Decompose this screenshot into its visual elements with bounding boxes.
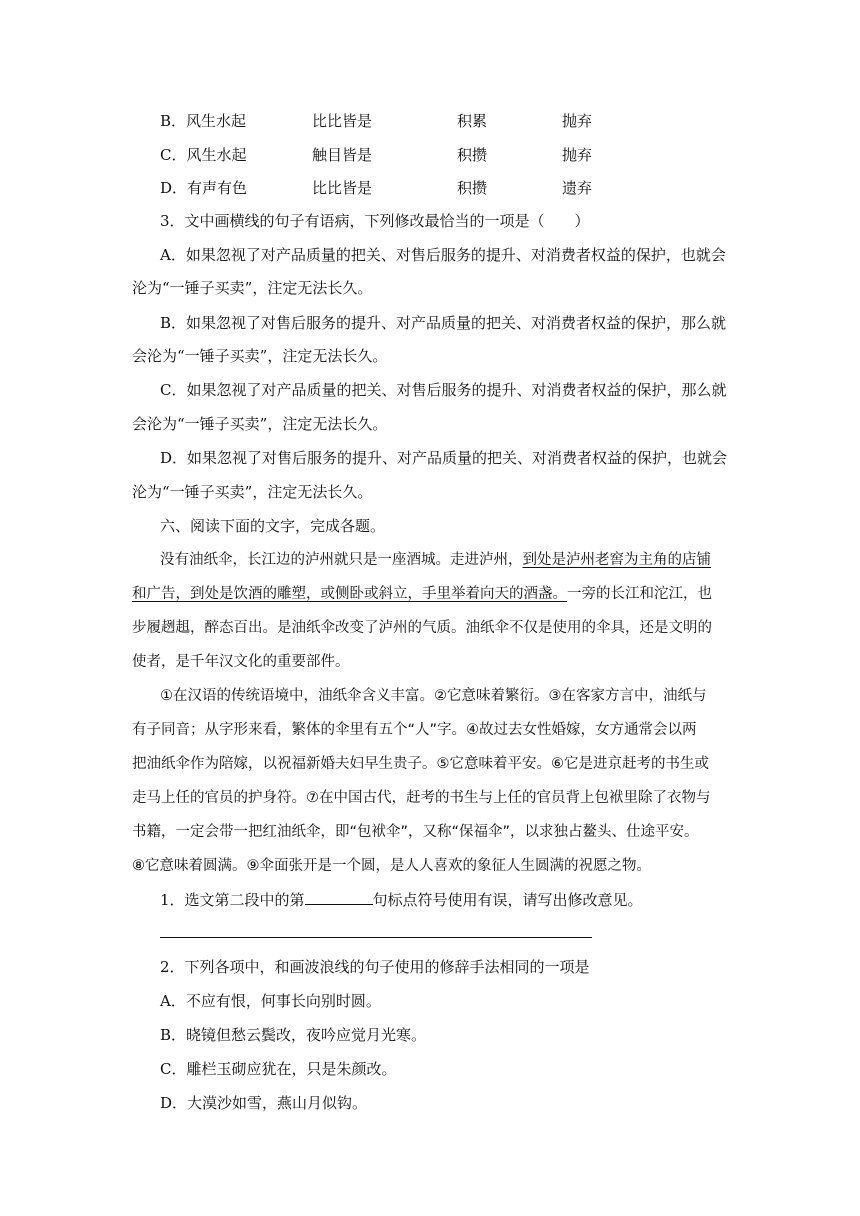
option-row-b [160, 111, 760, 131]
option-label: C．风生水起 [160, 146, 247, 164]
question-1-text: 1．选文第二段中的第 [160, 891, 305, 909]
q2-option-c: C．雕栏玉砌应犹在，只是朱颜改。 [160, 1060, 397, 1078]
passage-text: 没有油纸伞，长江边的泸州就只是一座酒城。走进泸州， [160, 552, 523, 568]
option-label: D．有声有色 [160, 179, 248, 197]
passage-p2-line4: 走马上任的官员的护身符。⑦在中国古代，赶考的书生与上任的官员背上包袱里除了衣物与 [132, 790, 711, 806]
fill-blank[interactable] [305, 888, 373, 905]
passage-p2-line1: ①在汉语的传统语境中，油纸伞含义丰富。②它意味着繁衍。③在客家方言中，油纸与 [160, 688, 707, 704]
passage-p1-line4: 使者，是千年汉文化的重要部件。 [132, 654, 350, 670]
q3-option-b-line1: B．如果忽视了对售后服务的提升、对产品质量的把关、对消费者权益的保护，那么就 [160, 314, 727, 332]
q3-option-d-line2: 沦为“一锤子买卖”，注定无法长久。 [132, 483, 373, 501]
q3-option-b-line2: 会沦为“一锤子买卖”，注定无法长久。 [132, 347, 388, 365]
passage-p2-line5: 书籍，一定会带一把红油纸伞，即“包袱伞”，又称“保福伞”，以求独占鳌头、仕途平安。 [132, 824, 699, 840]
q3-option-a-line1: A．如果忽视了对产品质量的把关、对售后服务的提升、对消费者权益的保护，也就会 [160, 246, 726, 264]
option-word-3: 抛弃 [562, 146, 593, 164]
option-word-1: 比比皆是 [312, 112, 373, 130]
option-word-2: 积攒 [457, 179, 488, 197]
passage-p1-line3: 步履趔趄，醉态百出。是油纸伞改变了泸州的气质。油纸伞不仅是使用的伞具，还是文明的 [132, 620, 712, 636]
question-1 [160, 888, 643, 910]
q3-option-d-line1: D．如果忽视了对售后服务的提升、对产品质量的把关、对消费者权益的保护，也就会 [160, 449, 728, 467]
question-1-text-end: 句标点符号使用有误，请写出修改意见。 [372, 891, 643, 909]
passage-p2-line6: ⑧它意味着圆满。⑨伞面张开是一个圆，是人人喜欢的象征人生圆满的祝愿之物。 [132, 858, 651, 874]
option-label: B．风生水起 [160, 112, 247, 130]
section-6-heading: 六、阅读下面的文字，完成各题。 [160, 517, 386, 535]
answer-line[interactable] [160, 937, 592, 938]
underlined-sentence: 和广告，到处是饮酒的雕塑，或侧卧或斜立，手里举着向天的酒盏。 [132, 586, 567, 602]
option-row-d [160, 178, 760, 198]
option-row-c [160, 145, 760, 165]
q2-option-b: B．晓镜但愁云鬓改，夜吟应觉月光寒。 [160, 1026, 427, 1044]
passage-p1-line1 [160, 550, 711, 570]
question-2-stem: 2．下列各项中，和画波浪线的句子使用的修辞手法相同的一项是 [160, 958, 590, 976]
option-word-3: 抛弃 [562, 112, 593, 130]
passage-p1-line2 [132, 584, 712, 604]
option-word-1: 触目皆是 [312, 146, 373, 164]
q3-option-a-line2: 沦为“一锤子买卖”，注定无法长久。 [132, 279, 373, 297]
option-word-2: 积攒 [457, 146, 488, 164]
q3-option-c-line2: 会沦为“一锤子买卖”，注定无法长久。 [132, 415, 388, 433]
q2-option-d: D．大漠沙如雪，燕山月似钩。 [160, 1094, 368, 1112]
option-word-1: 比比皆是 [312, 179, 373, 197]
option-word-3: 遗弃 [562, 179, 593, 197]
q3-option-c-line1: C．如果忽视了对产品质量的把关、对售后服务的提升、对消费者权益的保护，那么就 [160, 381, 727, 399]
passage-text: 一旁的长江和沱江，也 [567, 586, 712, 602]
question-3-stem: 3．文中画横线的句子有语病，下列修改最恰当的一项是（ ） [160, 212, 590, 230]
passage-p2-line2: 有子同音；从字形来看，繁体的伞里有五个“人”字。④故过去女性婚嫁，女方通常会以两 [132, 722, 697, 738]
q2-option-a: A．不应有恨，何事长向别时圆。 [160, 992, 381, 1010]
passage-p2-line3: 把油纸伞作为陪嫁，以祝福新婚夫妇早生贵子。⑤它意味着平安。⑥它是进京赶考的书生或 [132, 756, 709, 772]
option-word-2: 积累 [457, 112, 488, 130]
underlined-sentence: 到处是泸州老窖为主角的店铺 [522, 552, 711, 568]
